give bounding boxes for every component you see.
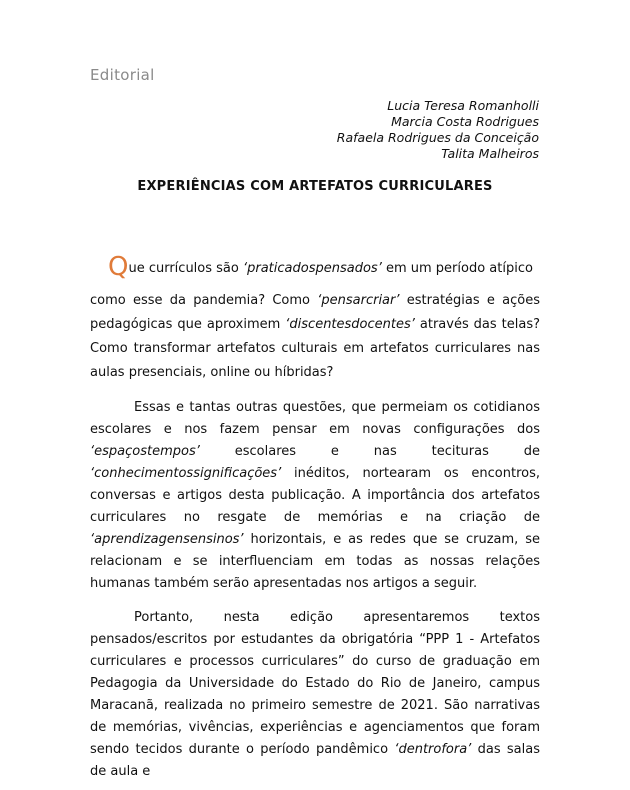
paragraph-text: através das telas? Como transformar artefatos culturais em artefatos curriculares nas aulas presenciais, online ou híbridas? [90,317,540,380]
article-body [90,252,540,783]
paragraph-text: ue currículos são [128,261,243,276]
author-name: Marcia Costa Rodrigues [391,114,539,129]
paragraph-2 [90,397,540,595]
paragraph-1 [90,252,540,385]
author-name: Talita Malheiros [441,146,539,161]
italic-term: ‘espaçostempos’ [90,444,200,459]
paragraph-text: escolares e nas tecituras de [199,444,540,459]
italic-term: ‘pensarcriar’ [317,293,400,308]
author-name: Rafaela Rodrigues da Conceição [336,130,539,145]
section-label: Editorial [90,66,155,84]
italic-term: ‘dentrofora’ [394,742,472,757]
drop-cap: Q [108,252,129,282]
paragraph-3 [90,607,540,783]
italic-term: ‘praticadospensados’ [242,261,382,276]
italic-term: ‘conhecimentossignificações’ [90,466,282,481]
paragraph-text: estratégias e ações pedagógicas que aproximem [90,293,540,332]
paragraph-text: Essas e tantas outras questões, que permeiam os cotidianos escolares e nos fazem pensar em novas configurações dos [90,400,540,437]
paragraph-text: como esse da pandemia? Como [90,293,318,308]
author-list [337,98,539,162]
paragraph-text: inéditos, nortearam os encontros, conversas e artigos desta publicação. A importância dos artefatos curriculares no resgate de memórias e na criação de [90,466,540,525]
italic-term: ‘discentesdocentes’ [285,317,415,332]
article-title: EXPERIÊNCIAS COM ARTEFATOS CURRICULARES [137,179,493,194]
paragraph-text: horizontais, e as redes que se cruzam, se relacionam e se interfluenciam em todas as nossas relações humanas também serão apresentadas nos artigos a seguir. [90,532,540,591]
paragraph-text: das salas de aula e [90,742,540,779]
italic-term: ‘aprendizagensensinos’ [90,532,244,547]
paragraph-text: Portanto, nesta edição apresentaremos textos pensados/escritos por estudantes da obrigatória “PPP 1 - Artefatos curriculares e processos curriculares” do curso de graduação em Pedagogia da Universidade do Estado do Rio de Janeiro, campus Maracanã, realizada no primeiro semestre de 2021. São narrativas de memórias, vivências, experiências e agenciamentos que foram sendo tecidos durante o período pandêmico [90,610,540,757]
paragraph-text: em um período atípico [381,261,533,276]
author-name: Lucia Teresa Romanholli [387,98,539,113]
